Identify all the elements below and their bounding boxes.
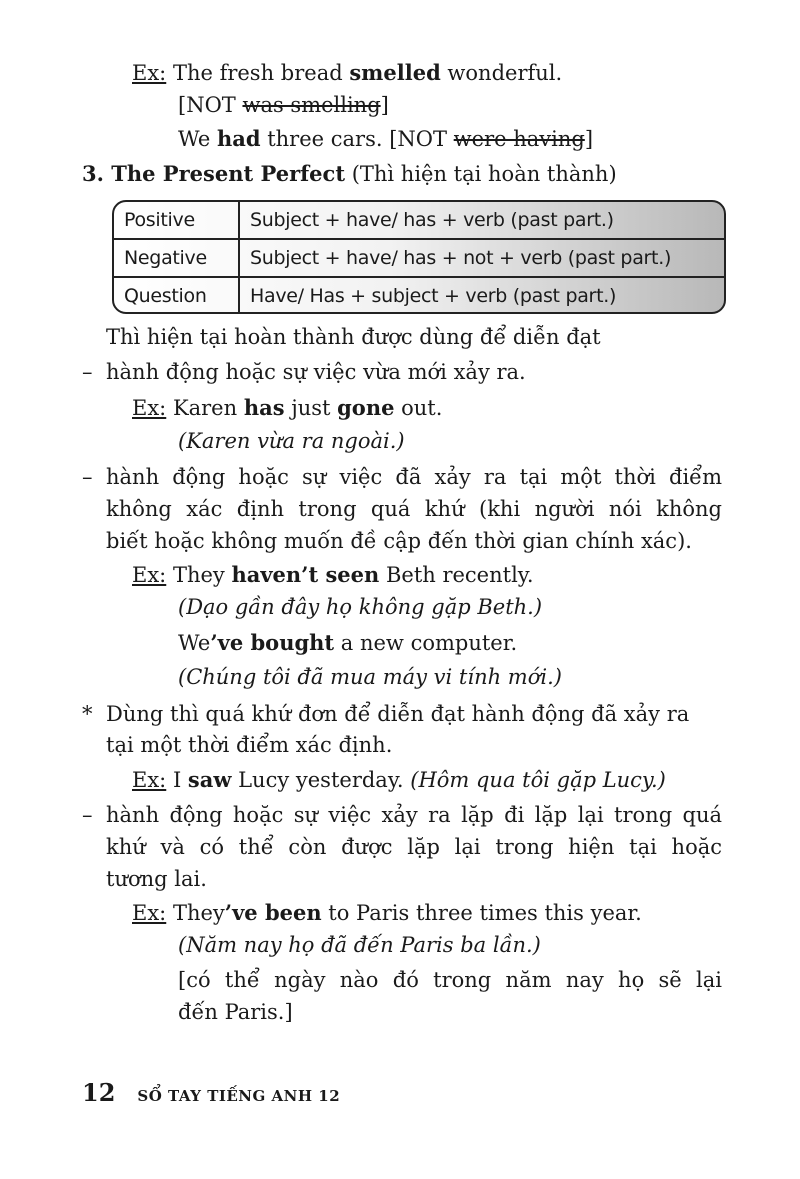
translation: (Dạo gần đây họ không gặp Beth.) xyxy=(178,595,543,619)
example-line: We’ve bought a new computer. xyxy=(178,630,518,655)
example-line: Ex: The fresh bread smelled wonderful. xyxy=(132,60,563,85)
bullet-star: * xyxy=(82,702,93,726)
example-line: Ex: They haven’t seen Beth recently. xyxy=(132,562,534,587)
usage-text: khứ và có thể còn được lặp lại trong hiện tại hoặc xyxy=(106,835,722,859)
struck-text: were having xyxy=(453,127,585,151)
table-row xyxy=(114,276,724,314)
translation: (Hôm qua tôi gặp Lucy.) xyxy=(410,768,666,792)
bullet-dash: – xyxy=(82,465,93,489)
usage-text: không xác định trong quá khứ (khi người nói không xyxy=(106,497,722,521)
note-text: tại một thời điểm xác định. xyxy=(106,733,393,757)
bullet-dash: – xyxy=(82,360,93,384)
example-line: We had three cars. [NOT were having] xyxy=(178,126,594,151)
intro-text: Thì hiện tại hoàn thành được dùng để diễn đạt xyxy=(106,325,601,349)
usage-text: biết hoặc không muốn đề cập đến thời gian chính xác). xyxy=(106,529,692,553)
table-row-form: Subject + have/ has + not + verb (past part.) xyxy=(250,246,672,269)
comment: đến Paris.] xyxy=(178,1000,293,1024)
table-row xyxy=(114,238,724,276)
book-title: SỔ TAY TIẾNG ANH 12 xyxy=(137,1087,341,1105)
note-text: Dùng thì quá khứ đơn để diễn đạt hành động đã xảy ra xyxy=(106,702,690,726)
table-row-label: Negative xyxy=(114,240,240,276)
translation: (Karen vừa ra ngoài.) xyxy=(178,429,405,453)
translation: (Chúng tôi đã mua máy vi tính mới.) xyxy=(178,665,562,689)
page-number: 12 xyxy=(82,1078,116,1107)
ex-label: Ex: xyxy=(132,768,167,792)
struck-text: was smelling xyxy=(242,93,381,117)
example-not-line: [NOT was smelling] xyxy=(178,93,389,117)
ex-label: Ex: xyxy=(132,61,167,85)
form-table xyxy=(112,200,726,314)
ex-label: Ex: xyxy=(132,901,167,925)
table-row-form: Have/ Has + subject + verb (past part.) xyxy=(250,284,617,307)
example-line: Ex: They’ve been to Paris three times this year. xyxy=(132,900,642,925)
ex-label: Ex: xyxy=(132,396,167,420)
usage-text: hành động hoặc sự việc đã xảy ra tại một thời điểm xyxy=(106,465,722,489)
usage-text: hành động hoặc sự việc vừa mới xảy ra. xyxy=(106,360,526,384)
example-line: Ex: Karen has just gone out. xyxy=(132,395,443,420)
table-row-form: Subject + have/ has + verb (past part.) xyxy=(250,208,614,231)
ex-label: Ex: xyxy=(132,563,167,587)
table-row-label: Positive xyxy=(114,202,240,238)
table-row xyxy=(114,202,724,238)
table-row-label: Question xyxy=(114,278,240,314)
translation: (Năm nay họ đã đến Paris ba lần.) xyxy=(178,933,541,957)
usage-text: tương lai. xyxy=(106,867,207,891)
page-footer xyxy=(82,1076,340,1113)
section-heading: 3. The Present Perfect (Thì hiện tại hoàn thành) xyxy=(82,161,617,186)
usage-text: hành động hoặc sự việc xảy ra lặp đi lặp lại trong quá xyxy=(106,803,722,827)
comment: [có thể ngày nào đó trong năm nay họ sẽ lại xyxy=(178,968,722,992)
example-line: Ex: I saw Lucy yesterday. (Hôm qua tôi gặp Lucy.) xyxy=(132,767,666,792)
bullet-dash: – xyxy=(82,803,93,827)
